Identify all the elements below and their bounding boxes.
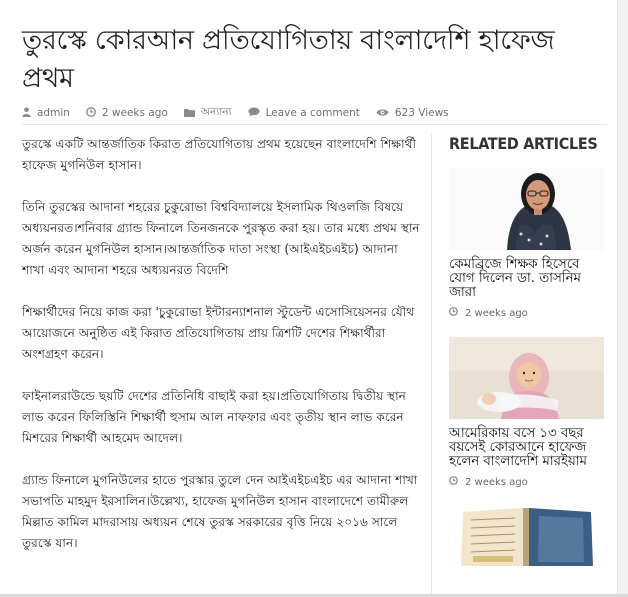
related-date xyxy=(449,476,605,488)
article-body xyxy=(22,134,420,575)
user-icon xyxy=(22,107,31,120)
category-link[interactable]: অন্যান্য xyxy=(200,105,232,118)
sidebar-divider xyxy=(431,134,432,594)
meta-author[interactable] xyxy=(22,107,70,120)
related-thumbnail[interactable] xyxy=(449,168,604,250)
related-thumbnail[interactable] xyxy=(449,337,604,419)
article-paragraph: ফাইনালরাউন্ডে ছয়টি দেশের প্রতিনিধি বাছাই করা হয়।প্রতিযোগিতায় দ্বিতীয় স্থান লাভ করেন ফিলিস্তিনি শিক্ষার্থী হুসাম আল নাফফার এবং তৃতীয় স্থান লাভ করেন মিশরের শিক্ষার্থী আহমেদ আদেল। xyxy=(22,389,406,445)
window-frame-right xyxy=(617,0,628,597)
meta-divider xyxy=(22,124,607,125)
post-title: তুরস্কে কোরআন প্রতিযোগিতায় বাংলাদেশি হাফেজ প্রথম xyxy=(22,25,555,94)
clock-icon xyxy=(449,307,458,319)
related-title[interactable]: আমেরিকায় বসে ১৩ বছর বয়সেই কোরআনে হাফেজ হলেন বাংলাদেশি মারইয়াম xyxy=(449,426,587,469)
article-paragraph: তিনি তুরস্কের আদানা শহরের চুকুরোভা বিশ্ববিদ্যালয়ে ইসলামিক থিওলজি বিষয়ে অধ্যয়নরত।শনিবার গ্র্যান্ড ফিনালে তিনজনকে পুরস্কৃত করা হয়। তার মধ্যে প্রথম স্থান অর্জন করেন মুগনিউল হাসান।আন্তর্জাতিক দাতা সংস্থা (আইএইচএইচ) আদানা শাখা এবং আদানা শহরে অধ্যয়নরত বিদেশি xyxy=(22,200,420,277)
related-date xyxy=(449,307,605,319)
post-time: 2 weeks ago xyxy=(101,107,168,119)
related-card[interactable] xyxy=(449,506,605,566)
author-link[interactable]: admin xyxy=(37,107,70,119)
comment-link[interactable]: Leave a comment xyxy=(265,107,360,119)
article-paragraph: শিক্ষার্থীদের নিয়ে কাজ করা 'চুকুরোভা ইন্টারন্যাশনাল স্টুডেন্ট এসোসিয়েসনর যৌথ আয়োজনে অনুষ্ঠিত এই কিরাত প্রতিযোগিতায় প্রায় ত্রিশটি দেশের শিক্ষার্থীরা অংশগ্রহণ করেন। xyxy=(22,305,415,361)
folder-icon xyxy=(184,107,195,120)
meta-comment[interactable] xyxy=(248,107,360,120)
related-date-text: 2 weeks ago xyxy=(465,307,528,319)
related-heading: RELATED ARTICLES xyxy=(449,134,598,153)
article-paragraph: গ্র্যান্ড ফিনালে মুগনিউলের হাতে পুরস্কার তুলে দেন আইএইচএইচ এর আদানা শাখা সভাপতি মাহমুদ ইরসালিন।উল্লেখ্য, হাফেজ মুগনিউল হাসান বাংলাদেশে তামীরুল মিল্লাত কামিল মাদরাসায় অধ্যয়ন শেষে তুরস্ক সরকারের বৃত্তি নিয়ে ২০১৬ সালে তুরস্কে যান। xyxy=(22,473,418,550)
views-count: 623 Views xyxy=(394,107,449,119)
related-sidebar xyxy=(449,134,605,566)
post-meta xyxy=(22,104,607,122)
meta-category[interactable] xyxy=(184,105,232,122)
eye-icon xyxy=(376,107,389,120)
related-title[interactable]: কেমব্রিজে শিক্ষক হিসেবে যোগ দিলেন ডা. তাসনিম জারা xyxy=(449,257,581,300)
related-card[interactable] xyxy=(449,337,605,488)
meta-time xyxy=(86,107,168,120)
clock-icon xyxy=(449,476,458,488)
related-date-text: 2 weeks ago xyxy=(465,476,528,488)
clock-icon xyxy=(86,107,96,120)
article-paragraph: তুরস্কে একটি আন্তর্জাতিক কিরাত প্রতিযোগিতায় প্রথম হয়েছেন বাংলাদেশি শিক্ষার্থী হাফেজ মুগনিউল হাসান। xyxy=(22,137,417,172)
related-card[interactable] xyxy=(449,168,605,319)
meta-views xyxy=(376,107,449,120)
related-thumbnail[interactable] xyxy=(449,506,604,566)
comment-icon xyxy=(248,107,260,120)
